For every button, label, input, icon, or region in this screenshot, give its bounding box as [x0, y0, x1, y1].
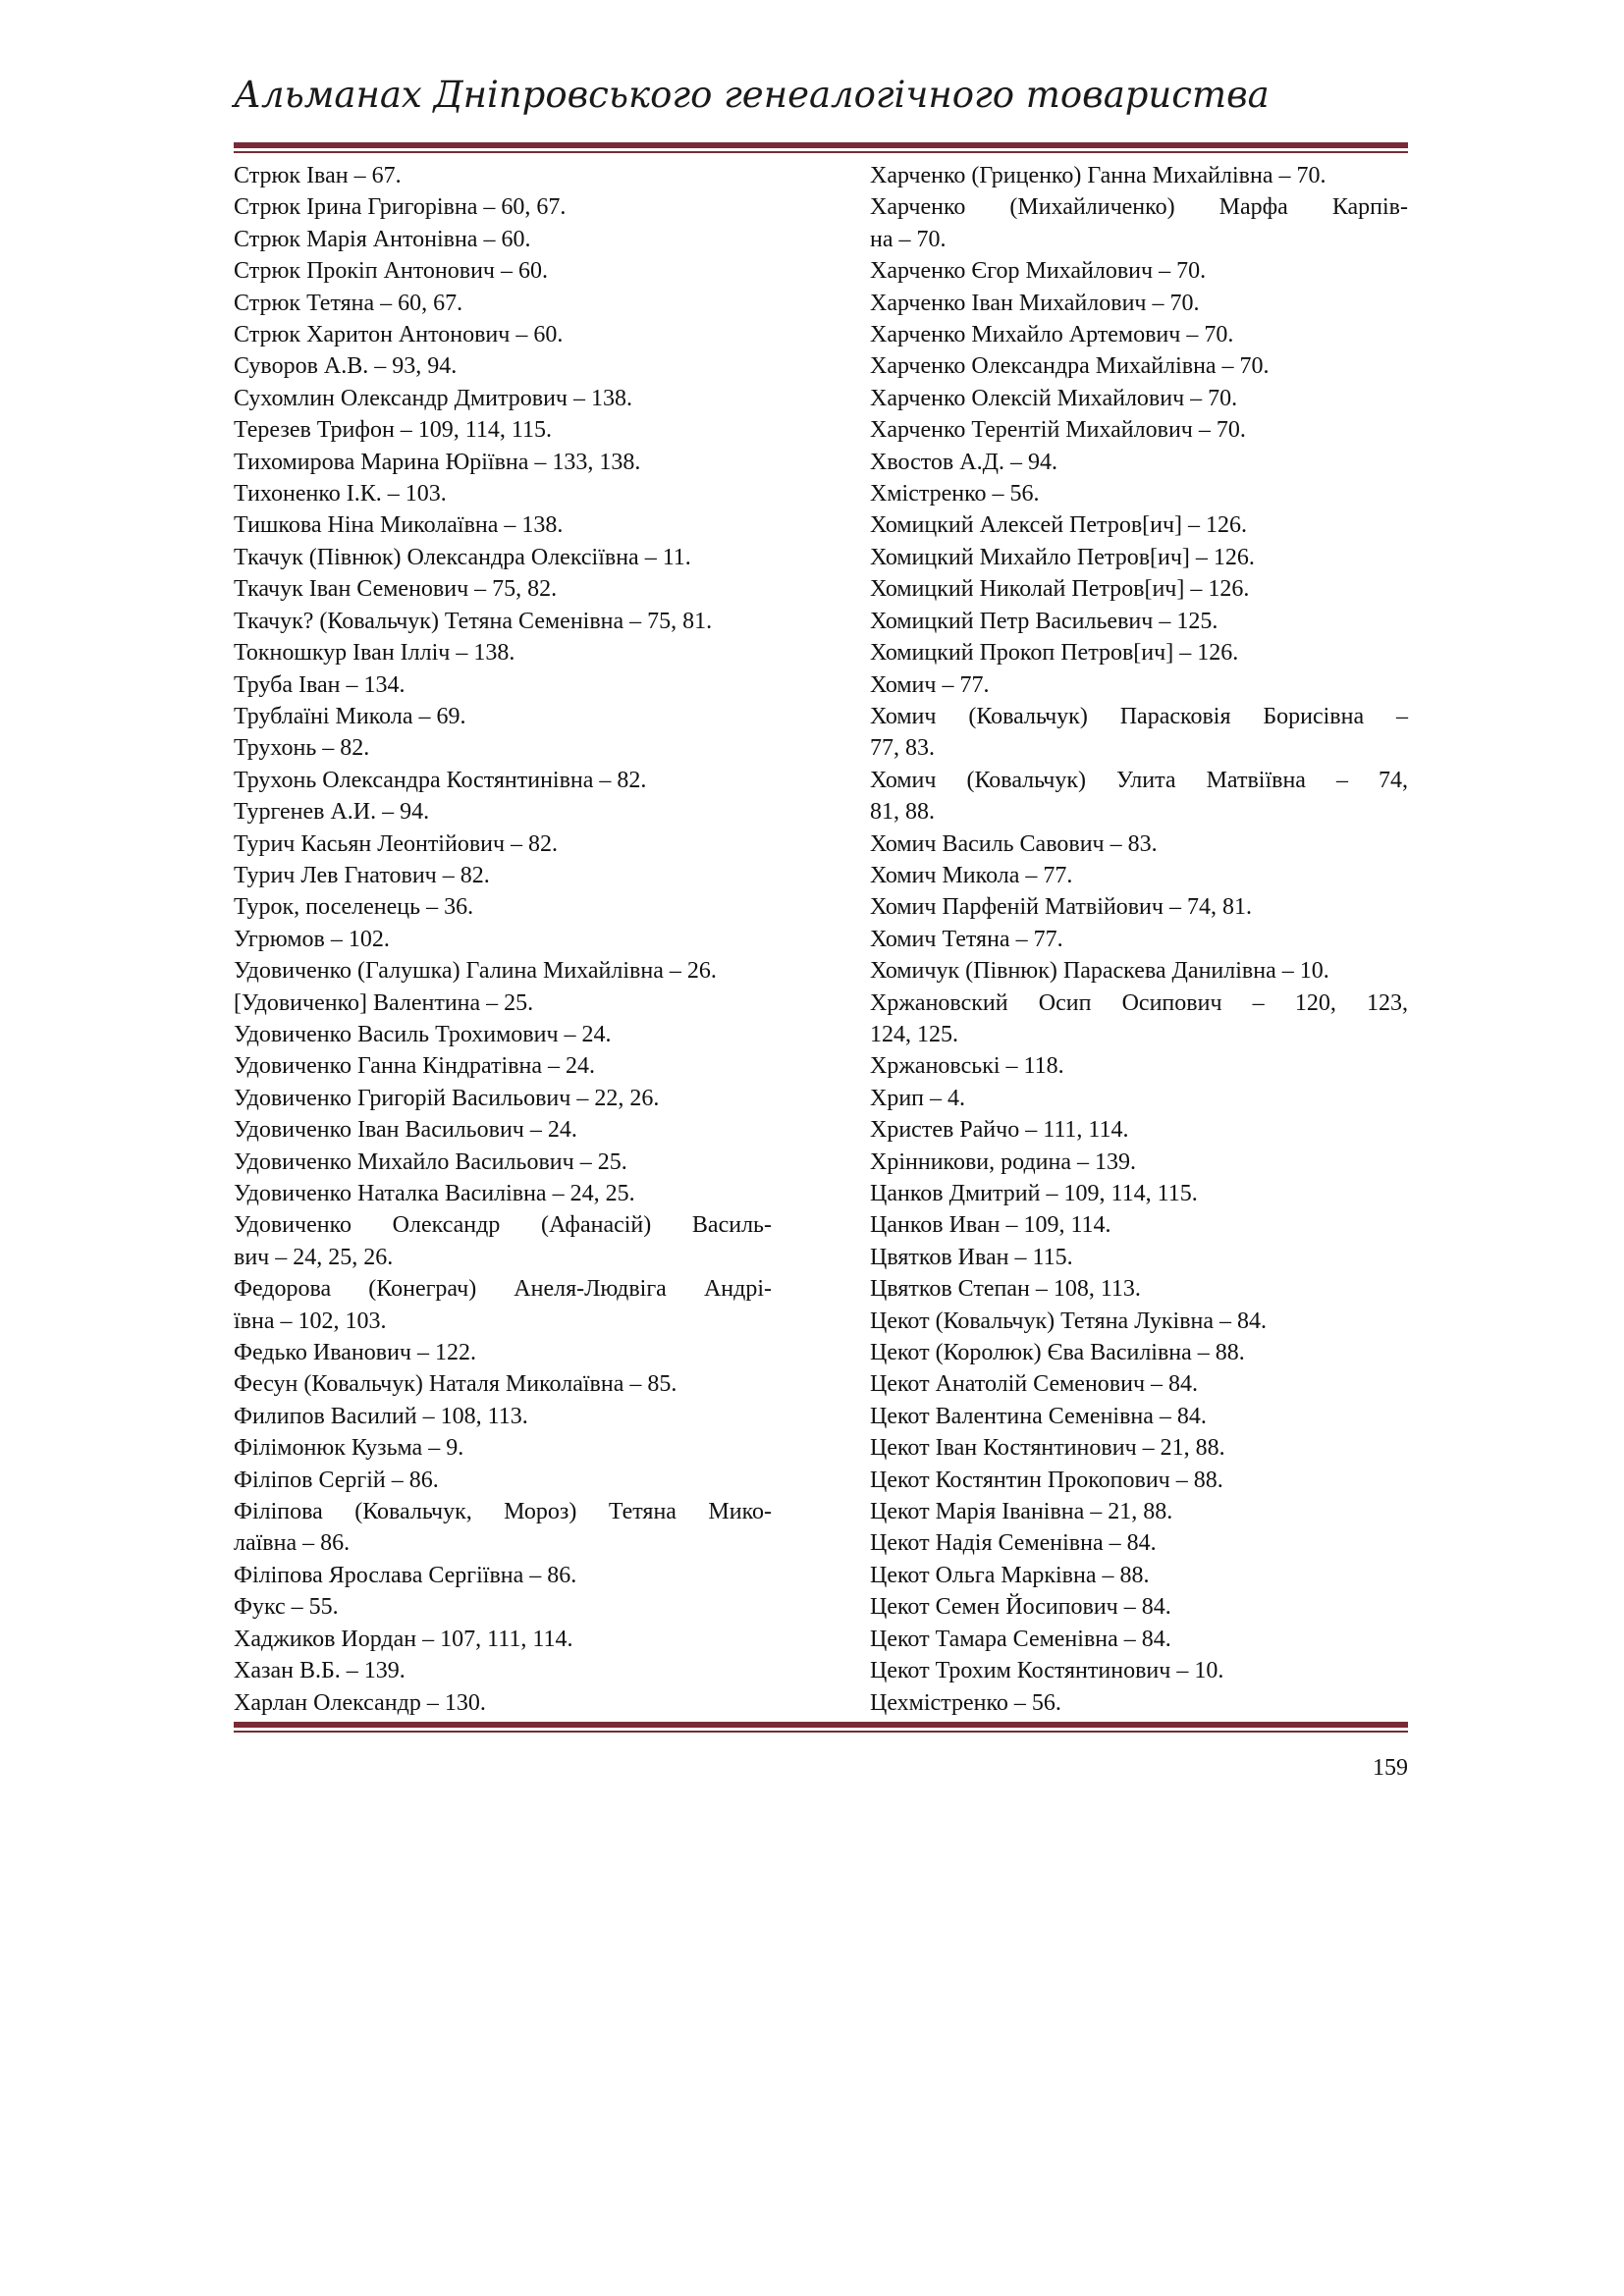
index-entry-line: Тихомирова Марина Юріївна – 133, 138.	[234, 449, 641, 475]
index-entry	[234, 732, 772, 764]
index-entry	[870, 1178, 1408, 1209]
index-entry-line: Турич Касьян Леонтійович – 82.	[234, 830, 559, 857]
index-entry	[870, 383, 1408, 414]
index-entry	[234, 796, 772, 828]
index-entry-line: Цекот Валентина Семенівна – 84.	[870, 1403, 1207, 1429]
index-entry	[870, 1209, 1408, 1241]
index-entry-line: Ткачук (Півнюк) Олександра Олексіївна – 11.	[234, 544, 691, 570]
index-entry-line: Філіпова Ярослава Сергіївна – 86.	[234, 1562, 577, 1588]
index-entry-line: Хомич – 77.	[870, 671, 990, 698]
index-entry	[870, 1306, 1408, 1337]
index-entry	[870, 1401, 1408, 1432]
index-entry-line: Турок, поселенець – 36.	[234, 894, 474, 921]
index-entry-line: Хржановські – 118.	[870, 1053, 1064, 1080]
index-entry-line: Харлан Олександр – 130.	[234, 1689, 486, 1716]
index-entry-line: Цекот Іван Костянтинович – 21, 88.	[870, 1435, 1225, 1462]
index-entry	[870, 1432, 1408, 1464]
index-entry	[870, 1083, 1408, 1114]
index-entry	[234, 669, 772, 701]
index-entry	[870, 255, 1408, 287]
index-entry	[870, 447, 1408, 478]
index-entry	[870, 765, 1408, 828]
index-entry-line: Хмістренко – 56.	[870, 481, 1040, 507]
index-entry	[234, 1114, 772, 1146]
index-entry-line: Хрінникови, родина – 139.	[870, 1148, 1137, 1175]
index-entry-line: Цанков Дмитрий – 109, 114, 115.	[870, 1181, 1198, 1206]
index-entry	[234, 542, 772, 573]
index-entry-line: Трублаїні Микола – 69.	[234, 703, 466, 729]
index-entry	[234, 988, 772, 1019]
index-entry-line: Хвостов А.Д. – 94.	[870, 449, 1057, 475]
index-entry	[234, 1655, 772, 1686]
index-entry	[870, 1465, 1408, 1496]
index-entry-line: Терезев Трифон – 109, 114, 115.	[234, 417, 553, 444]
index-entry	[234, 860, 772, 891]
index-entry	[234, 1368, 772, 1400]
index-entry	[870, 1655, 1408, 1686]
index-entry-line: 124, 125.	[870, 1021, 958, 1047]
index-entry-line: Стрюк Іван – 67.	[234, 163, 402, 188]
almanac-title: Альманах Дніпровського генеалогічного товариства	[234, 74, 1270, 116]
index-entry-line: Федько Иванович – 122.	[234, 1340, 476, 1366]
index-entry	[234, 1465, 772, 1496]
index-entry	[234, 765, 772, 796]
index-entry	[234, 828, 772, 860]
index-entry	[234, 606, 772, 637]
index-entry-line: Стрюк Ірина Григорівна – 60, 67.	[234, 194, 567, 221]
index-entry-line: на – 70.	[870, 226, 947, 252]
index-entry	[870, 319, 1408, 350]
index-entry	[870, 478, 1408, 509]
index-entry	[234, 1147, 772, 1178]
index-entry-line: Хомич (Ковальчук) Парасковія Борисівна –	[870, 703, 1408, 729]
index-entry-line: Хомицкий Михайло Петров[ич] – 126.	[870, 544, 1255, 570]
index-entry-line: Хомицкий Николай Петров[ич] – 126.	[870, 576, 1250, 603]
index-entry-line: Цекот Анатолій Семенович – 84.	[870, 1371, 1199, 1398]
index-entry-line: Цанков Иван – 109, 114.	[870, 1212, 1111, 1239]
index-entry-line: Фукс – 55.	[234, 1594, 339, 1621]
index-entry-line: Харченко (Гриценко) Ганна Михайлівна – 70.	[870, 163, 1326, 188]
index-entry-line: Удовиченко Олександр (Афанасій) Василь-	[234, 1212, 772, 1239]
index-entry	[234, 1209, 772, 1273]
index-entry-line: Цекот Семен Йосипович – 84.	[870, 1594, 1171, 1621]
index-entry-line: Хржановский Осип Осипович – 120, 123,	[870, 989, 1408, 1016]
index-entry-line: Хомицкий Алексей Петров[ич] – 126.	[870, 512, 1248, 539]
index-entry-line: Тишкова Ніна Миколаївна – 138.	[234, 512, 564, 539]
index-entry	[870, 1273, 1408, 1305]
index-entry-line: 81, 88.	[870, 799, 935, 826]
index-entry	[234, 509, 772, 541]
index-entry	[234, 1178, 772, 1209]
index-entry	[234, 701, 772, 732]
index-entry-line: Хомич (Ковальчук) Улита Матвіївна – 74,	[870, 767, 1408, 793]
index-entry	[870, 606, 1408, 637]
index-entry-line: Стрюк Тетяна – 60, 67.	[234, 290, 463, 316]
index-column-left	[234, 160, 772, 1719]
index-entry-line: Цекот Трохим Костянтинович – 10.	[870, 1658, 1224, 1684]
index-entry-line: Цекот Надія Семенівна – 84.	[870, 1530, 1157, 1557]
index-entry-line: Харченко Олександра Михайлівна – 70.	[870, 353, 1270, 380]
header-divider	[234, 142, 1408, 153]
index-entry	[234, 1019, 772, 1050]
index-entry	[870, 191, 1408, 255]
index-entry-line: [Удовиченко] Валентина – 25.	[234, 989, 534, 1016]
index-entry	[870, 288, 1408, 319]
index-entry-line: Сухомлин Олександр Дмитрович – 138.	[234, 385, 632, 411]
index-entry-line: Хрип – 4.	[870, 1085, 966, 1111]
index-entry	[234, 1560, 772, 1591]
index-entry	[870, 1114, 1408, 1146]
index-entry	[234, 1591, 772, 1623]
index-entry	[234, 891, 772, 923]
index-entry	[870, 1050, 1408, 1082]
index-entry-line: Хомичук (Півнюк) Параскева Данилівна – 10.	[870, 958, 1329, 985]
index-entry-line: Харченко Єгор Михайлович – 70.	[870, 258, 1207, 285]
index-entry	[234, 224, 772, 255]
index-entry-line: Трухонь – 82.	[234, 735, 370, 762]
index-entry	[870, 891, 1408, 923]
index-entry-line: Филипов Василий – 108, 113.	[234, 1403, 528, 1429]
index-entry	[870, 573, 1408, 605]
index-entry	[234, 414, 772, 446]
index-entry-line: Харченко (Михайличенко) Марфа Карпів-	[870, 194, 1408, 221]
index-entry-line: Трухонь Олександра Костянтинівна – 82.	[234, 767, 647, 793]
index-entry	[234, 637, 772, 668]
index-entry-line: Філіпов Сергій – 86.	[234, 1467, 439, 1493]
index-entry-line: Токношкур Іван Ілліч – 138.	[234, 640, 515, 667]
index-entry	[234, 1432, 772, 1464]
index-entry-line: Хомич Микола – 77.	[870, 862, 1073, 888]
index-entry-line: Тихоненко І.К. – 103.	[234, 481, 447, 507]
index-entry-line: вич – 24, 25, 26.	[234, 1244, 394, 1270]
index-entry	[870, 701, 1408, 765]
index-entry	[870, 1560, 1408, 1591]
index-entry	[234, 191, 772, 223]
index-entry-line: Ткачук? (Ковальчук) Тетяна Семенівна – 75, 81.	[234, 608, 713, 634]
page-number: 159	[1373, 1755, 1408, 1781]
index-entry-line: Цекот (Ковальчук) Тетяна Луківна – 84.	[870, 1308, 1268, 1334]
index-entry	[870, 955, 1408, 987]
index-entry-line: Христев Райчо – 111, 114.	[870, 1117, 1129, 1144]
index-entry	[870, 1242, 1408, 1273]
index-entry	[870, 542, 1408, 573]
index-entry	[234, 255, 772, 287]
index-entry-line: Цекот (Королюк) Єва Василівна – 88.	[870, 1340, 1245, 1366]
index-entry-line: Удовиченко Наталка Василівна – 24, 25.	[234, 1181, 635, 1206]
index-entry	[870, 1368, 1408, 1400]
index-entry-line: Хомицкий Петр Васильевич – 125.	[870, 608, 1218, 634]
index-entry-line: Ткачук Іван Семенович – 75, 82.	[234, 576, 558, 603]
index-entry	[870, 509, 1408, 541]
index-entry	[234, 447, 772, 478]
index-entry-line: Філіпова (Ковальчук, Мороз) Тетяна Мико-	[234, 1499, 772, 1525]
index-entry	[234, 573, 772, 605]
index-entry-line: Цекот Ольга Марківна – 88.	[870, 1562, 1150, 1588]
index-entry	[234, 1337, 772, 1368]
index-entry-line: Філімонюк Кузьма – 9.	[234, 1435, 464, 1462]
index-entry	[870, 1147, 1408, 1178]
index-entry-line: Удовиченко Василь Трохимович – 24.	[234, 1021, 612, 1047]
index-entry-line: Харченко Михайло Артемович – 70.	[870, 322, 1234, 348]
index-entry	[234, 288, 772, 319]
index-entry-line: Хомицкий Прокоп Петров[ич] – 126.	[870, 640, 1239, 667]
index-entry	[234, 1083, 772, 1114]
index-entry	[870, 637, 1408, 668]
index-entry-line: Суворов А.В. – 93, 94.	[234, 353, 458, 380]
index-entry-line: Фесун (Ковальчук) Наталя Миколаївна – 85.	[234, 1371, 677, 1398]
index-entry-line: Цекот Марія Іванівна – 21, 88.	[870, 1499, 1173, 1525]
index-entry-line: Стрюк Прокіп Антонович – 60.	[234, 258, 549, 285]
index-entry	[870, 1337, 1408, 1368]
index-entry-line: Труба Іван – 134.	[234, 671, 406, 698]
index-entry	[234, 350, 772, 382]
index-entry-line: Тургенев А.И. – 94.	[234, 799, 430, 826]
index-entry-line: ївна – 102, 103.	[234, 1308, 387, 1334]
index-entry-line: Цвятков Иван – 115.	[870, 1244, 1073, 1270]
index-entry-line: Стрюк Марія Антонівна – 60.	[234, 226, 531, 252]
index-entry	[234, 1687, 772, 1719]
index-entry	[870, 1591, 1408, 1623]
index-entry-line: лаївна – 86.	[234, 1530, 351, 1557]
index-entry	[234, 1496, 772, 1560]
index-entry-line: Удовиченко Ганна Кіндратівна – 24.	[234, 1053, 596, 1080]
index-entry	[234, 955, 772, 987]
footer-divider	[234, 1722, 1408, 1733]
index-entry	[870, 988, 1408, 1051]
index-entry-line: Хомич Тетяна – 77.	[870, 926, 1063, 952]
index-entry	[870, 924, 1408, 955]
index-entry	[234, 924, 772, 955]
index-entry-line: Федорова (Конеграч) Анеля-Людвіга Андрі-	[234, 1276, 772, 1303]
index-entry-line: Цекот Тамара Семенівна – 84.	[870, 1626, 1171, 1652]
index-entry-line: Угрюмов – 102.	[234, 926, 390, 952]
index-entry	[870, 414, 1408, 446]
index-entry	[870, 1527, 1408, 1559]
index-entry-line: Хомич Василь Савович – 83.	[870, 830, 1158, 857]
index-entry-line: Харченко Терентій Михайлович – 70.	[870, 417, 1246, 444]
index-entry	[870, 828, 1408, 860]
index-entry-line: Хазан В.Б. – 139.	[234, 1658, 406, 1684]
index-entry-line: Удовиченко Григорій Васильович – 22, 26.	[234, 1085, 660, 1111]
index-entry-line: Харченко Олексій Михайлович – 70.	[870, 385, 1238, 411]
index-entry-line: Хомич Парфеній Матвійович – 74, 81.	[870, 894, 1252, 921]
index-entry-line: Удовиченко Іван Васильович – 24.	[234, 1117, 577, 1144]
index-entry-line: Харченко Іван Михайлович – 70.	[870, 290, 1200, 316]
index-entry	[870, 350, 1408, 382]
index-entry-line: Цвятков Степан – 108, 113.	[870, 1276, 1141, 1303]
index-entry-line: Турич Лев Гнатович – 82.	[234, 862, 490, 888]
index-entry	[234, 1401, 772, 1432]
index-entry	[870, 1624, 1408, 1655]
index-entry	[234, 1050, 772, 1082]
index-entry-line: Удовиченко Михайло Васильович – 25.	[234, 1148, 627, 1175]
index-entry	[234, 478, 772, 509]
index-entry-line: 77, 83.	[870, 735, 935, 762]
index-entry	[234, 319, 772, 350]
index-entry	[234, 1624, 772, 1655]
index-entry	[870, 160, 1408, 191]
index-entry	[870, 1496, 1408, 1527]
index-entry-line: Стрюк Харитон Антонович – 60.	[234, 322, 564, 348]
index-entry-line: Цехмістренко – 56.	[870, 1689, 1061, 1716]
index-entry	[234, 1273, 772, 1337]
index-entry	[870, 669, 1408, 701]
index-entry	[234, 160, 772, 191]
index-entry-line: Цекот Костянтин Прокопович – 88.	[870, 1467, 1223, 1493]
index-entry	[870, 860, 1408, 891]
index-column-right	[870, 160, 1408, 1719]
index-entry-line: Удовиченко (Галушка) Галина Михайлівна – 26.	[234, 958, 717, 985]
index-entry	[234, 383, 772, 414]
index-entry	[870, 1687, 1408, 1719]
index-entry-line: Хаджиков Иордан – 107, 111, 114.	[234, 1626, 573, 1652]
